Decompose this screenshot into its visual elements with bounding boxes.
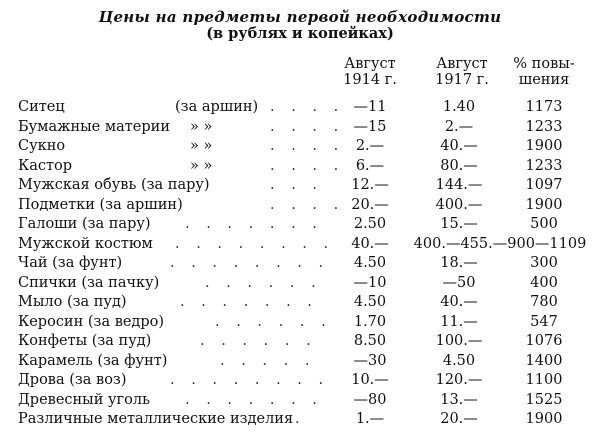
item-name: Керосин (за ведро) <box>18 313 165 330</box>
price-1914: —10 <box>353 274 387 291</box>
item-name: Различные металлические изделия <box>18 411 294 427</box>
item-name: Кастор <box>18 157 73 174</box>
price-1914: 6.— <box>355 157 385 174</box>
item-unit: » » <box>190 118 213 135</box>
percent-increase: 547 <box>530 313 558 330</box>
price-1914: 1.— <box>355 411 385 427</box>
price-1914: 20.— <box>351 196 389 213</box>
table-row: . . . . Сукно » » 2.— 40.— 1900 <box>0 137 600 157</box>
percent-increase: 780 <box>530 294 558 310</box>
page-title: Цены на предметы первой необходимости <box>98 8 502 26</box>
percent-increase: 1900 <box>525 196 563 213</box>
percent-increase: 1233 <box>525 157 563 174</box>
price-1914: 2.— <box>355 138 385 154</box>
item-name: Сукно <box>18 138 66 154</box>
percent-increase: 1076 <box>525 333 563 349</box>
price-1914: 8.50 <box>353 333 387 349</box>
item-unit: (за аршин) <box>175 99 259 115</box>
price-1917: 15.— <box>440 216 478 232</box>
price-1914: 40.— <box>351 235 389 252</box>
price-1914: —30 <box>353 352 387 369</box>
price-1917: 40.— <box>440 294 478 310</box>
table-row: . . . Мужская обувь (за пару) 12.— 144.— 1097 <box>0 176 600 196</box>
price-1914: 12.— <box>351 177 389 193</box>
price-1917: 80.— <box>440 157 478 174</box>
table-row: . . . . . . . Галоши (за пару) 2.50 15.— 500 <box>0 215 600 235</box>
percent-increase: 1400 <box>525 352 563 369</box>
item-name: Дрова (за воз) <box>18 372 127 388</box>
price-1914: —80 <box>353 391 387 408</box>
table-row: . . . . Подметки (за аршин) 20.— 400.— 1900 <box>0 196 600 216</box>
percent-increase: 1173 <box>525 99 563 115</box>
percent-increase: 1900 <box>525 138 563 154</box>
table-row: . . . . . . . . Дрова (за воз) 10.— 120.— 1100 <box>0 371 600 391</box>
price-1914: —15 <box>353 118 387 135</box>
price-table <box>0 98 600 430</box>
price-1917: 144.— <box>435 177 483 193</box>
item-name: Конфеты (за пуд) <box>18 333 152 349</box>
percent-increase: 400 <box>530 274 558 291</box>
price-1917: 1.40 <box>442 99 476 115</box>
percent-increase: 500 <box>530 216 558 232</box>
item-name: Спички (за пачку) <box>18 274 160 291</box>
item-name: Галоши (за пару) <box>18 216 151 232</box>
percent-increase: 1525 <box>525 391 563 408</box>
price-1914: 1.70 <box>353 313 387 330</box>
price-1917: —50 <box>442 274 476 291</box>
item-name: Ситец <box>18 99 65 115</box>
percent-increase: 300 <box>530 255 558 271</box>
item-name: Бумажные материи <box>18 118 170 135</box>
price-1917-and-percent-range: 400.—455.—900—1109 <box>413 235 587 252</box>
price-1917: 400.— <box>435 196 483 213</box>
price-1914: 10.— <box>351 372 389 388</box>
item-name: Подметки (за аршин) <box>18 196 183 213</box>
price-1914: 2.50 <box>353 216 387 232</box>
item-name: Чай (за фунт) <box>18 255 123 271</box>
table-row: . . . . . . . . Чай (за фунт) 4.50 18.— 300 <box>0 254 600 274</box>
price-1917: 120.— <box>435 372 483 388</box>
item-name: Древесный уголь <box>18 391 150 408</box>
item-name: Мужской костюм <box>18 235 153 252</box>
table-row: . . . . . . . Древесный уголь —80 13.— 1525 <box>0 391 600 411</box>
table-row: . . . . Кастор » » 6.— 80.— 1233 <box>0 157 600 177</box>
item-unit: » » <box>190 157 213 174</box>
table-row: . . . . Бумажные материи » » —15 2.— 1233 <box>0 118 600 138</box>
item-name: Мыло (за пуд) <box>18 294 127 310</box>
price-1914: —11 <box>353 99 387 115</box>
price-1914: 4.50 <box>353 255 387 271</box>
percent-increase: 1100 <box>525 372 563 388</box>
price-1917: 4.50 <box>442 352 476 369</box>
price-1917: 18.— <box>440 255 478 271</box>
table-row: . . . . . Карамель (за фунт) —30 4.50 1400 <box>0 352 600 372</box>
table-row: . . . . . . Спички (за пачку) —10 —50 400 <box>0 274 600 294</box>
item-name: Карамель (за фунт) <box>18 352 168 369</box>
table-row: . . . . . . . Мыло (за пуд) 4.50 40.— 780 <box>0 293 600 313</box>
table-row: . . . . . . Керосин (за ведро) 1.70 11.— 547 <box>0 313 600 333</box>
price-1914: 4.50 <box>353 294 387 310</box>
table-row: . . . . . . . . Мужской костюм 40.— 400.—455.—900—1109 <box>0 235 600 255</box>
price-1917: 100.— <box>435 333 483 349</box>
page-subtitle: (в рублях и копейках) <box>206 25 394 42</box>
header-percent-increase: % повы- шения <box>513 56 575 88</box>
price-1917: 13.— <box>440 391 478 408</box>
table-row: . . . . . . Конфеты (за пуд) 8.50 100.— 1076 <box>0 332 600 352</box>
header-august-1917: Август 1917 г. <box>435 56 489 88</box>
price-1917: 20.— <box>440 411 478 427</box>
item-name: Мужская обувь (за пару) <box>18 177 210 193</box>
table-row: . Различные металлические изделия 1.— 20.— 1900 <box>0 410 600 430</box>
table-row: . . . . Ситец (за аршин) —11 1.40 1173 <box>0 98 600 118</box>
price-1917: 40.— <box>440 138 478 154</box>
percent-increase: 1900 <box>525 411 563 427</box>
price-1917: 11.— <box>440 313 478 330</box>
header-august-1914: Август 1914 г. <box>343 56 397 88</box>
price-1917: 2.— <box>444 118 474 135</box>
percent-increase: 1233 <box>525 118 563 135</box>
item-unit: » » <box>190 138 213 154</box>
percent-increase: 1097 <box>525 177 563 193</box>
